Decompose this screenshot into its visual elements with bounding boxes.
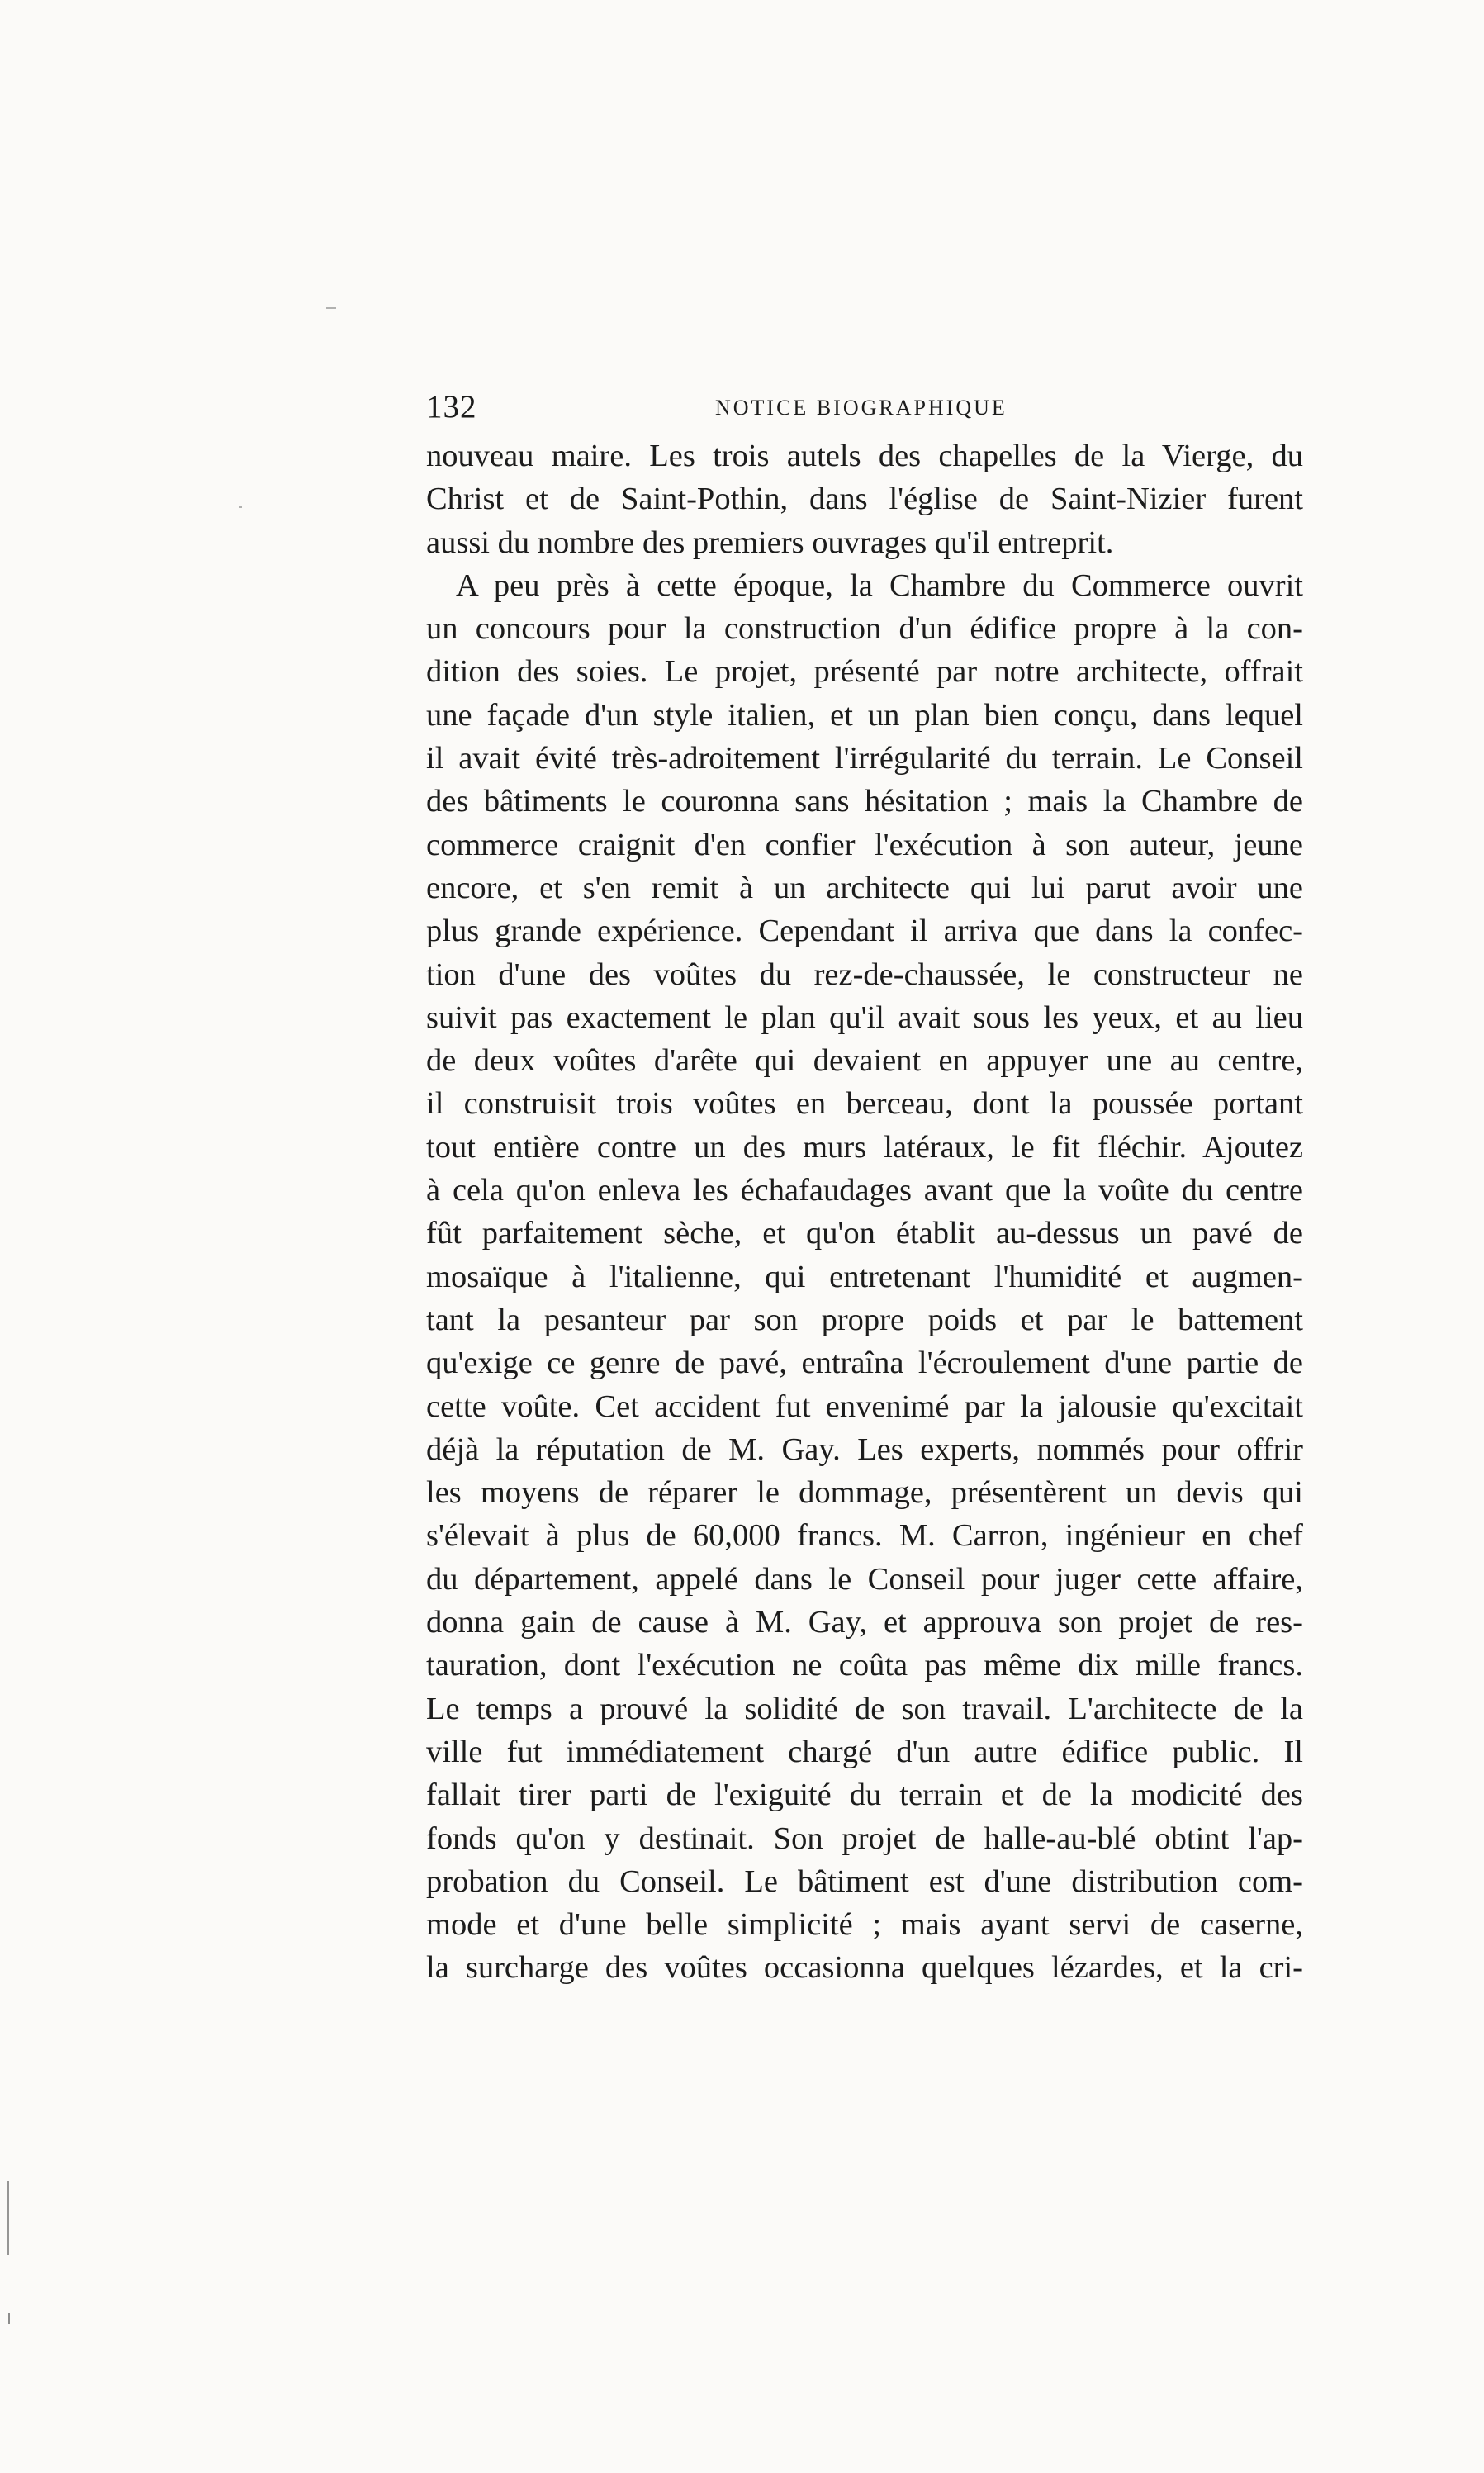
text-line: suivit pas exactement le plan qu'il avait sous les yeux, et au lieu [426, 999, 1303, 1035]
text-line: une façade d'un style italien, et un plan bien conçu, dans lequel [426, 697, 1303, 733]
text-line: déjà la réputation de M. Gay. Les experts, nommés pour offrir [426, 1431, 1303, 1467]
text-line: donna gain de cause à M. Gay, et approuva son projet de res- [426, 1605, 1303, 1640]
text-line: probation du Conseil. Le bâtiment est d'une distribution com- [426, 1863, 1303, 1899]
page-header [426, 387, 1301, 428]
scan-mark [326, 307, 336, 309]
text-line: à cela qu'on enleva les échafaudages avant que la voûte du centre [426, 1173, 1303, 1208]
text-line: Christ et de Saint-Pothin, dans l'église de Saint-Nizier furent [426, 482, 1303, 517]
text-line: aussi du nombre des premiers ouvrages qu'il entreprit. [426, 525, 1114, 560]
text-line: de deux voûtes d'arête qui devaient en appuyer une au centre, [426, 1043, 1303, 1079]
text-line: des bâtiments le couronna sans hésitation ; mais la Chambre de [426, 784, 1303, 819]
text-line: encore, et s'en remit à un architecte qui lui parut avoir une [426, 870, 1303, 905]
text-line: dition des soies. Le projet, présenté par notre architecte, offrait [426, 654, 1303, 690]
scan-mark [8, 2313, 10, 2324]
text-line: fût parfaitement sèche, et qu'on établit au-dessus un pavé de [426, 1216, 1303, 1251]
text-line: ville fut immédiatement chargé d'un autre édifice public. Il [426, 1734, 1303, 1769]
text-line: fonds qu'on y destinait. Son projet de halle-au-blé obtint l'ap- [426, 1820, 1303, 1856]
text-line: un concours pour la construction d'un édifice propre à la con- [426, 611, 1303, 647]
text-line: s'élevait à plus de 60,000 francs. M. Carron, ingénieur en chef [426, 1518, 1303, 1554]
scan-mark [7, 2181, 9, 2255]
text-line: qu'exige ce genre de pavé, entraîna l'écroulement d'une partie de [426, 1346, 1303, 1381]
text-line: tion d'une des voûtes du rez-de-chaussée, le constructeur ne [426, 956, 1303, 992]
scan-mark [239, 506, 242, 508]
text-line: A peu près à cette époque, la Chambre du Commerce ouvrit [456, 567, 1303, 603]
text-line: la surcharge des voûtes occasionna quelques lézardes, et la cri- [426, 1950, 1303, 1986]
text-line: tauration, dont l'exécution ne coûta pas même dix mille francs. [426, 1648, 1303, 1683]
text-line: Le temps a prouvé la solidité de son travail. L'architecte de la [426, 1691, 1303, 1726]
text-line: tant la pesanteur par son propre poids et par le battement [426, 1302, 1303, 1337]
text-line: cette voûte. Cet accident fut envenimé par la jalousie qu'excitait [426, 1388, 1303, 1424]
text-line: mosaïque à l'italienne, qui entretenant l'humidité et augmen- [426, 1259, 1303, 1294]
text-line: tout entière contre un des murs latéraux, le fit fléchir. Ajoutez [426, 1129, 1303, 1165]
text-line: plus grande expérience. Cependant il arriva que dans la confec- [426, 914, 1303, 949]
running-title: NOTICE BIOGRAPHIQUE [715, 396, 1008, 420]
page-number: 132 [426, 389, 477, 425]
text-line: commerce craignit d'en confier l'exécution à son auteur, jeune [426, 827, 1303, 862]
text-line: du département, appelé dans le Conseil pour juger cette affaire, [426, 1561, 1303, 1597]
text-line: les moyens de réparer le dommage, présentèrent un devis qui [426, 1475, 1303, 1511]
text-line: il construisit trois voûtes en berceau, dont la poussée portant [426, 1086, 1303, 1122]
text-line: fallait tirer parti de l'exiguité du terrain et de la modicité des [426, 1778, 1303, 1813]
text-line: nouveau maire. Les trois autels des chapelles de la Vierge, du [426, 439, 1303, 473]
text-line: mode et d'une belle simplicité ; mais ayant servi de caserne, [426, 1907, 1303, 1943]
text-line: il avait évité très-adroitement l'irrégularité du terrain. Le Conseil [426, 741, 1303, 776]
body-text [426, 434, 1303, 1990]
